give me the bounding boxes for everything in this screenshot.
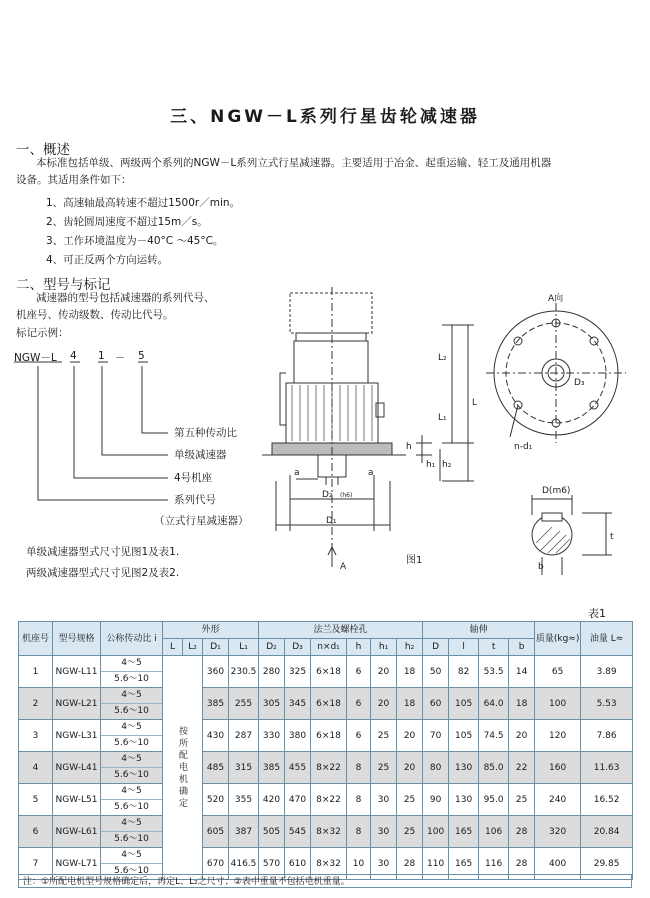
cell-model: NGW-L71 — [53, 848, 101, 880]
ratio-range: 4～5 — [101, 784, 162, 800]
header-mass: 质量(kg≈) — [535, 622, 581, 656]
cell-mass: 400 — [535, 848, 581, 880]
cell-h2: 25 — [397, 784, 423, 816]
cell-oil: 11.63 — [581, 752, 633, 784]
cell-t: 74.5 — [479, 720, 509, 752]
subheader: D₂ — [259, 639, 285, 656]
cell-l: 165 — [449, 816, 479, 848]
cell-nd1: 6×18 — [311, 656, 347, 688]
cell-l1: 230.5 — [229, 656, 259, 688]
model-part-stage: 1 — [98, 350, 105, 362]
cell-h2: 25 — [397, 816, 423, 848]
dim-nd1-label: n-d₁ — [514, 442, 533, 452]
cell-d3: 345 — [285, 688, 311, 720]
cell-oil: 29.85 — [581, 848, 633, 880]
view-arrow-label: A — [340, 562, 347, 572]
subheader: D — [423, 639, 449, 656]
cell-d1: 430 — [203, 720, 229, 752]
ratio-range: 5.6～10 — [114, 706, 149, 716]
cell-l1: 387 — [229, 816, 259, 848]
cell-b: 20 — [509, 720, 535, 752]
cell-mass: 65 — [535, 656, 581, 688]
overview-paragraph: 本标准包括单级、两级两个系列的NGW－L系列立式行星减速器。主要适用于冶金、起重运输、轻工及通用机器 — [36, 157, 552, 169]
cell-t: 116 — [479, 848, 509, 880]
dim-h2-label: h₂ — [442, 460, 452, 470]
dim-L2-label: L₂ — [438, 353, 447, 363]
cell-model: NGW-L21 — [53, 688, 101, 720]
example-label: 标记示例： — [16, 327, 69, 339]
cell-d3: 455 — [285, 752, 311, 784]
table-row — [19, 688, 633, 720]
cell-d1: 670 — [203, 848, 229, 880]
cell-d: 80 — [423, 752, 449, 784]
cell-nd1: 6×18 — [311, 720, 347, 752]
model-part-base: 4 — [70, 350, 77, 362]
header-shape: 外形 — [163, 622, 259, 639]
condition-item: 4、可正反两个方向运转。 — [46, 254, 169, 266]
dim-D3-label: D₃ — [574, 378, 585, 388]
ratio-range: 4～5 — [101, 656, 162, 672]
cell-h1: 25 — [371, 752, 397, 784]
cell-d3: 380 — [285, 720, 311, 752]
cell-h2: 18 — [397, 656, 423, 688]
subheader: D₁ — [203, 639, 229, 656]
cell-base-no: 4 — [19, 752, 53, 784]
callout-series-note: （立式行星减速器） — [154, 515, 249, 527]
subheader: b — [509, 639, 535, 656]
condition-item: 3、工作环境温度为－40°C ～45°C。 — [46, 235, 224, 247]
cell-d: 110 — [423, 848, 449, 880]
cell-oil: 3.89 — [581, 656, 633, 688]
cell-d2: 570 — [259, 848, 285, 880]
cell-d2: 330 — [259, 720, 285, 752]
cell-d2: 505 — [259, 816, 285, 848]
header-base-no: 机座号 — [19, 622, 53, 656]
cell-d3: 545 — [285, 816, 311, 848]
cell-l: 105 — [449, 720, 479, 752]
cell-t: 85.0 — [479, 752, 509, 784]
figure-caption: 图1 — [406, 555, 423, 566]
model-part-dash: － — [115, 352, 126, 364]
reducer-drawing — [256, 285, 630, 595]
cell-mass: 320 — [535, 816, 581, 848]
cell-oil: 5.53 — [581, 688, 633, 720]
model-part-series: NGW－L — [14, 352, 57, 364]
cell-d3: 610 — [285, 848, 311, 880]
table-row — [19, 816, 633, 848]
cell-b: 28 — [509, 848, 535, 880]
cell-b: 22 — [509, 752, 535, 784]
ratio-range: 5.6～10 — [114, 770, 149, 780]
spec-table — [18, 621, 633, 880]
cell-d: 50 — [423, 656, 449, 688]
ratio-range: 4～5 — [101, 816, 162, 832]
cell-nd1: 6×18 — [311, 688, 347, 720]
ratio-range: 5.6～10 — [114, 738, 149, 748]
overview-paragraph-cont: 设备。其适用条件如下： — [16, 174, 132, 186]
cell-l1: 355 — [229, 784, 259, 816]
cell-t: 95.0 — [479, 784, 509, 816]
cell-oil: 16.52 — [581, 784, 633, 816]
cell-h: 8 — [347, 752, 371, 784]
cell-h: 6 — [347, 688, 371, 720]
cell-h2: 28 — [397, 848, 423, 880]
cell-l: 130 — [449, 752, 479, 784]
ratio-range: 5.6～10 — [114, 834, 149, 844]
callout-base: 4号机座 — [174, 472, 213, 484]
cell-b: 28 — [509, 816, 535, 848]
cell-nd1: 8×22 — [311, 752, 347, 784]
condition-item: 2、齿轮圆周速度不超过15m／s。 — [46, 216, 208, 228]
dim-a-label: a — [294, 468, 300, 478]
dim-h-label: h — [406, 442, 412, 452]
cell-h: 8 — [347, 816, 371, 848]
cell-d3: 325 — [285, 656, 311, 688]
cell-h1: 20 — [371, 688, 397, 720]
cell-d2: 385 — [259, 752, 285, 784]
cell-h1: 20 — [371, 656, 397, 688]
ratio-range: 5.6～10 — [114, 866, 149, 876]
cell-mass: 160 — [535, 752, 581, 784]
cell-model: NGW-L31 — [53, 720, 101, 752]
table-row — [19, 656, 633, 688]
cell-ratio — [101, 720, 163, 752]
cell-model: NGW-L51 — [53, 784, 101, 816]
cell-d: 100 — [423, 816, 449, 848]
table-row — [19, 752, 633, 784]
reference-single: 单级减速器型式尺寸见图1及表1. — [26, 546, 180, 558]
cell-base-no: 5 — [19, 784, 53, 816]
cell-base-no: 3 — [19, 720, 53, 752]
subheader: h₂ — [397, 639, 423, 656]
table-row — [19, 720, 633, 752]
dim-t-label: t — [610, 532, 614, 542]
subheader: L — [163, 639, 183, 656]
callout-ratio: 第五种传动比 — [174, 427, 237, 439]
cell-ratio — [101, 816, 163, 848]
cell-l: 105 — [449, 688, 479, 720]
cell-l1: 287 — [229, 720, 259, 752]
dim-b-label: b — [538, 562, 544, 572]
cell-d: 70 — [423, 720, 449, 752]
subheader: D₃ — [285, 639, 311, 656]
cell-b: 14 — [509, 656, 535, 688]
cell-base-no: 1 — [19, 656, 53, 688]
cell-base-no: 2 — [19, 688, 53, 720]
cell-d1: 485 — [203, 752, 229, 784]
ratio-range: 4～5 — [101, 848, 162, 864]
cell-l1: 315 — [229, 752, 259, 784]
subheader: l — [449, 639, 479, 656]
subheader: L₁ — [229, 639, 259, 656]
model-paragraph-cont: 机座号、传动级数、传动比代号。 — [16, 309, 174, 321]
subheader: t — [479, 639, 509, 656]
cell-d3: 470 — [285, 784, 311, 816]
header-oil: 油量 L≈ — [581, 622, 633, 656]
cell-b: 25 — [509, 784, 535, 816]
cell-h2: 18 — [397, 688, 423, 720]
cell-b: 18 — [509, 688, 535, 720]
cell-l: 130 — [449, 784, 479, 816]
cell-mass: 120 — [535, 720, 581, 752]
dim-D2-fit-label: (h6) — [340, 492, 353, 499]
cell-base-no: 7 — [19, 848, 53, 880]
ratio-range: 5.6～10 — [114, 802, 149, 812]
cell-h1: 30 — [371, 816, 397, 848]
reference-double: 两级减速器型式尺寸见图2及表2. — [26, 567, 180, 579]
page-title: 三、NGW－L系列行星齿轮减速器 — [170, 107, 480, 127]
table-caption: 表1 — [588, 607, 606, 620]
table-note: 注：①所配电机型号规格确定后，再定L、L₂之尺寸；②表中重量不包括电机重量。 — [18, 874, 632, 888]
ratio-range: 5.6～10 — [114, 674, 149, 684]
model-paragraph: 减速器的型号包括减速器的系列代号、 — [36, 292, 215, 304]
cell-h: 6 — [347, 656, 371, 688]
cell-ratio — [101, 656, 163, 688]
cell-d2: 305 — [259, 688, 285, 720]
subheader: h — [347, 639, 371, 656]
header-model: 型号规格 — [53, 622, 101, 656]
dim-L-label: L — [472, 398, 478, 408]
dim-a-label: a — [368, 468, 374, 478]
table-row — [19, 784, 633, 816]
cell-l1: 416.5 — [229, 848, 259, 880]
cell-d1: 385 — [203, 688, 229, 720]
cell-nd1: 8×22 — [311, 784, 347, 816]
cell-d1: 360 — [203, 656, 229, 688]
cell-l: 165 — [449, 848, 479, 880]
header-ratio: 公称传动比 i — [101, 622, 163, 656]
dim-L1-label: L₁ — [438, 413, 447, 423]
cell-t: 53.5 — [479, 656, 509, 688]
subheader: h₁ — [371, 639, 397, 656]
cell-h1: 25 — [371, 720, 397, 752]
cell-h: 6 — [347, 720, 371, 752]
dim-h1-label: h₁ — [426, 460, 436, 470]
cell-ratio — [101, 688, 163, 720]
dim-D1-label: D₁ — [326, 516, 337, 526]
condition-item: 1、高速轴最高转速不超过1500r／min。 — [46, 197, 241, 209]
cell-motor-dependent: 按所配电机确定 — [163, 656, 203, 880]
dim-D2-label: D₂ — [322, 490, 333, 500]
cell-mass: 240 — [535, 784, 581, 816]
cell-ratio — [101, 784, 163, 816]
cell-nd1: 8×32 — [311, 816, 347, 848]
cell-h1: 30 — [371, 848, 397, 880]
cell-oil: 20.84 — [581, 816, 633, 848]
callout-stage: 单级减速器 — [174, 449, 227, 461]
cell-d: 60 — [423, 688, 449, 720]
section-heading-model: 二、型号与标记 — [16, 277, 111, 293]
cell-base-no: 6 — [19, 816, 53, 848]
cell-l1: 255 — [229, 688, 259, 720]
model-part-ratio: 5 — [138, 350, 145, 362]
dim-Dm6-label: D(m6) — [542, 486, 571, 496]
header-shaft: 轴伸 — [423, 622, 535, 639]
ratio-range: 4～5 — [101, 752, 162, 768]
cell-h2: 20 — [397, 720, 423, 752]
view-label: A向 — [548, 294, 564, 304]
cell-mass: 100 — [535, 688, 581, 720]
header-flange: 法兰及螺栓孔 — [259, 622, 423, 639]
cell-d1: 520 — [203, 784, 229, 816]
subheader: L₂ — [183, 639, 203, 656]
callout-series: 系列代号 — [174, 494, 216, 506]
cell-oil: 7.86 — [581, 720, 633, 752]
section-heading-overview: 一、概述 — [16, 142, 70, 158]
cell-t: 64.0 — [479, 688, 509, 720]
cell-d1: 605 — [203, 816, 229, 848]
cell-ratio — [101, 752, 163, 784]
ratio-range: 4～5 — [101, 688, 162, 704]
cell-h2: 20 — [397, 752, 423, 784]
cell-l: 82 — [449, 656, 479, 688]
cell-d2: 420 — [259, 784, 285, 816]
cell-h1: 30 — [371, 784, 397, 816]
cell-d: 90 — [423, 784, 449, 816]
cell-d2: 280 — [259, 656, 285, 688]
subheader: n×d₁ — [311, 639, 347, 656]
ratio-range: 4～5 — [101, 720, 162, 736]
cell-model: NGW-L11 — [53, 656, 101, 688]
cell-t: 106 — [479, 816, 509, 848]
cell-h: 8 — [347, 784, 371, 816]
cell-h: 10 — [347, 848, 371, 880]
cell-model: NGW-L61 — [53, 816, 101, 848]
cell-nd1: 8×32 — [311, 848, 347, 880]
cell-model: NGW-L41 — [53, 752, 101, 784]
